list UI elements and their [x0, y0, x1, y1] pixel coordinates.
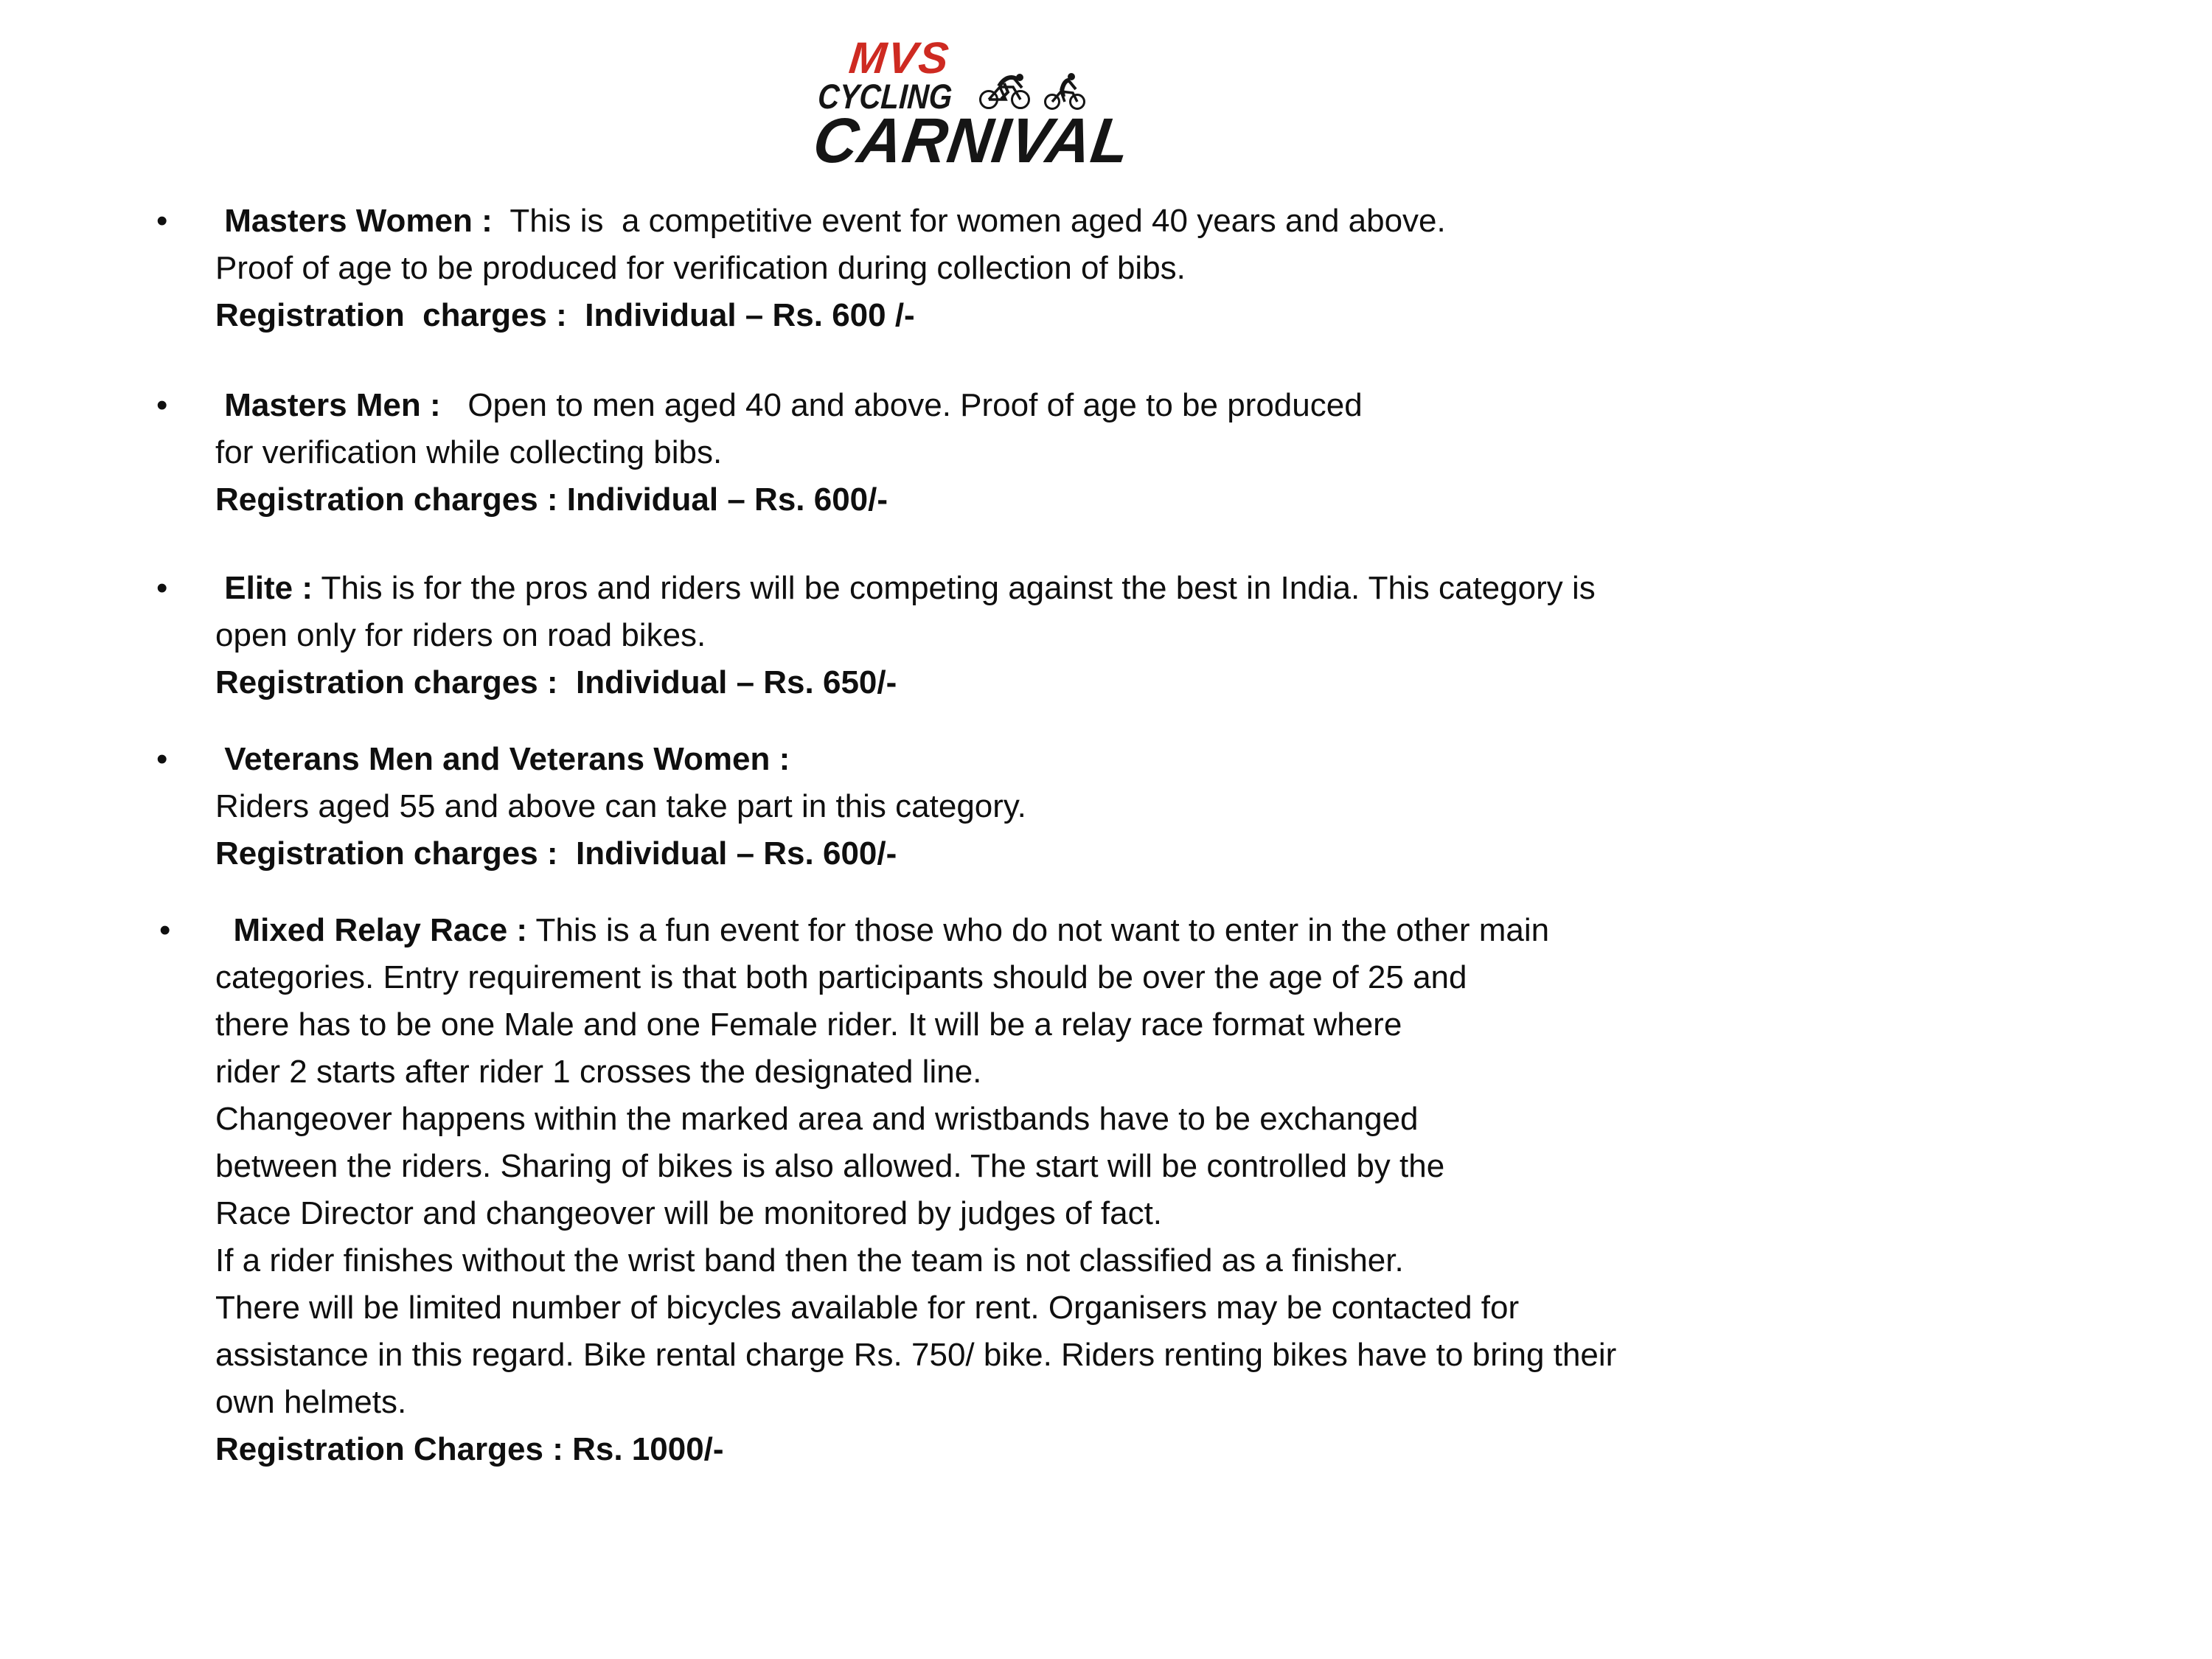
- text-line: Registration charges : Individual – Rs. 600/-: [215, 481, 888, 518]
- category-list: [156, 198, 2044, 1473]
- logo-carnival-text: CARNIVAL: [809, 105, 1135, 176]
- text-line: own helmets.: [215, 1384, 407, 1420]
- text-line: between the riders. Sharing of bikes is also allowed. The start will be controlled by the: [215, 1148, 1445, 1184]
- text-line: Riders aged 55 and above can take part in this category.: [215, 788, 1026, 824]
- category-item: [156, 907, 2044, 1473]
- text-line: categories. Entry requirement is that both participants should be over the age of 25 and: [215, 959, 1467, 995]
- category-item: [156, 565, 2044, 706]
- text-line: Registration charges : Individual – Rs. 600 /-: [215, 297, 915, 333]
- text-line: open only for riders on road bikes.: [215, 617, 706, 653]
- text-line: assistance in this regard. Bike rental charge Rs. 750/ bike. Riders renting bikes have to bring their: [215, 1337, 1617, 1373]
- text-line: Registration charges : Individual – Rs. 600/-: [215, 835, 897, 872]
- category-item: [156, 382, 2044, 524]
- text-line: • Veterans Men and Veterans Women :: [215, 741, 790, 777]
- text-line: There will be limited number of bicycles available for rent. Organisers may be contacted for: [215, 1290, 1520, 1326]
- text-line: Changeover happens within the marked area and wristbands have to be exchanged: [215, 1101, 1419, 1137]
- text-line: Race Director and changeover will be monitored by judges of fact.: [215, 1195, 1163, 1231]
- text-line: Proof of age to be produced for verification during collection of bibs.: [215, 250, 1186, 286]
- text-line: for verification while collecting bibs.: [215, 434, 723, 470]
- text-line: there has to be one Male and one Female rider. It will be a relay race format where: [215, 1006, 1402, 1043]
- text-line: rider 2 starts after rider 1 crosses the designated line.: [215, 1054, 982, 1090]
- text-line: Registration Charges : Rs. 1000/-: [215, 1431, 724, 1467]
- category-item: [156, 736, 2044, 877]
- text-line: • Masters Women : This is a competitive event for women aged 40 years and above.: [215, 203, 1446, 239]
- text-line: • Mixed Relay Race : This is a fun event for those who do not want to enter in the other main: [215, 912, 1550, 948]
- logo-cycling-text: CYCLING: [816, 77, 953, 116]
- text-line: • Masters Men : Open to men aged 40 and above. Proof of age to be produced: [215, 387, 1363, 423]
- text-line: If a rider finishes without the wrist band then the team is not classified as a finisher.: [215, 1242, 1404, 1279]
- category-item: [156, 198, 2044, 339]
- logo: [809, 33, 1135, 176]
- text-line: • Elite : This is for the pros and riders will be competing against the best in India. This category is: [215, 570, 1596, 606]
- text-line: Registration charges : Individual – Rs. 650/-: [215, 664, 897, 700]
- logo-mvs-text: MVS: [846, 33, 953, 83]
